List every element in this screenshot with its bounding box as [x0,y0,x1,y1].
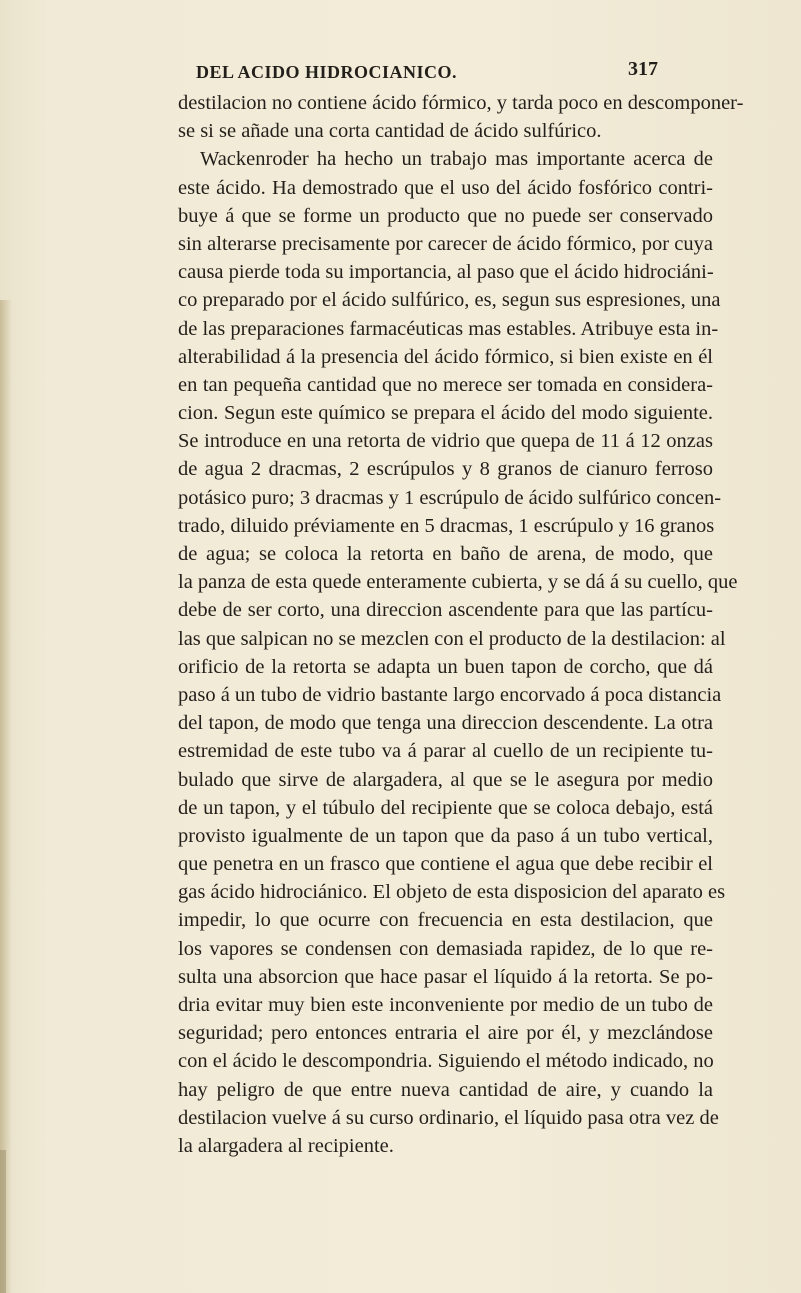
text-line: gas ácido hidrociánico. El objeto de esta disposicion del aparato es [178,881,726,904]
running-title: DEL ACIDO HIDROCIANICO. [196,62,458,82]
text-line: Se introduce en una retorta de vidrio que quepa de 11 á 12 onzas [178,430,713,453]
page-header [0,60,801,90]
text-line: destilacion no contiene ácido fórmico, y tarda poco en descomponer- [178,92,744,114]
text-line: de las preparaciones farmacéuticas mas estables. Atribuye esta in- [178,317,719,340]
text-line: en tan pequeña cantidad que no merece ser tomada en considera- [178,373,713,396]
text-line: dria evitar muy bien este inconveniente por medio de un tubo de [178,994,713,1016]
text-line: este ácido. Ha demostrado que el uso del ácido fosfórico contri- [178,176,713,199]
text-line: del tapon, de modo que tenga una direccion descendente. La otra [178,712,713,735]
text-line: la panza de esta quede enteramente cubierta, y se dá á su cuello, que [178,571,738,594]
page-number: 317 [628,58,658,80]
text-line: buye á que se forme un producto que no puede ser conservado [178,204,713,227]
text-line: causa pierde toda su importancia, al paso que el ácido hidrociáni- [178,261,714,284]
text-line: impedir, lo que ocurre con frecuencia en esta destilacion, que [178,909,713,932]
text-line: sin alterarse precisamente por carecer de ácido fórmico, por cuya [178,232,713,255]
text-line: se si se añade una corta cantidad de ácido sulfúrico. [178,120,602,143]
text-line: seguridad; pero entonces entraria el aire por él, y mezclándose [178,1022,713,1045]
text-line: paso á un tubo de vidrio bastante largo encorvado á poca distancia [178,683,722,706]
text-line: trado, diluido préviamente en 5 dracmas, 1 escrúpulo y 16 granos [178,514,715,537]
text-line: bulado que sirve de alargadera, al que se le asegura por medio [178,768,713,791]
body-text [178,89,744,1160]
text-line: estremidad de este tubo va á parar al cuello de un recipiente tu- [178,740,713,763]
text-line: con el ácido le descompondria. Siguiendo el método indicado, no [178,1050,714,1073]
text-line: los vapores se condensen con demasiada rapidez, de lo que re- [178,937,713,960]
text-line: potásico puro; 3 dracmas y 1 escrúpulo de ácido sulfúrico concen- [178,486,722,509]
text-line: alterabilidad á la presencia del ácido fórmico, si bien existe en él [178,345,713,368]
text-line: sulta una absorcion que hace pasar el líquido á la retorta. Se po- [178,965,713,988]
text-line: las que salpican no se mezclen con el producto de la destilacion: al [178,627,726,650]
text-line: co preparado por el ácido sulfúrico, es, segun sus espresiones, una [178,289,721,312]
text-line: provisto igualmente de un tapon que da paso á un tubo vertical, [178,824,713,847]
text-line: destilacion vuelve á su curso ordinario, el líquido pasa otra vez de [178,1106,719,1129]
page-binding-edge [0,1150,6,1293]
text-line: hay peligro de que entre nueva cantidad de aire, y cuando la [178,1078,713,1101]
text-line: que penetra en un frasco que contiene el agua que debe recibir el [178,853,713,876]
text-line: debe de ser corto, una direccion ascendente para que las partícu- [178,599,713,622]
text-line: de un tapon, y el túbulo del recipiente que se coloca debajo, está [178,796,713,819]
text-line: Wackenroder ha hecho un trabajo mas importante acerca de [200,148,713,171]
text-line: la alargadera al recipiente. [178,1134,394,1157]
text-line: orificio de la retorta se adapta un buen tapon de corcho, que dá [178,655,713,678]
text-line: cion. Segun este químico se prepara el ácido del modo siguiente. [178,402,713,425]
text-line: de agua 2 dracmas, 2 escrúpulos y 8 granos de cianuro ferroso [178,458,713,481]
page-edge-shadow [0,300,12,1293]
text-line: de agua; se coloca la retorta en baño de arena, de modo, que [178,543,713,565]
